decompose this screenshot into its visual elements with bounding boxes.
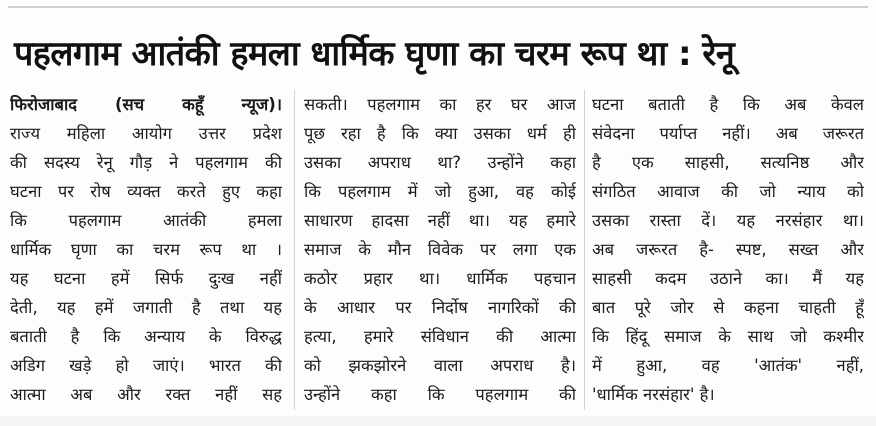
text-line: को झकझोरने वाला अपराध है। (304, 356, 576, 375)
text-line: अडिग खड़े हो जाएं। भारत की (10, 356, 282, 375)
text-line: घटना बताती है कि अब केवल (592, 95, 864, 114)
text-line: आत्मा अब और रक्त नहीं सह (10, 385, 282, 404)
text-line: के आधार पर निर्दोष नागरिकों की (304, 298, 576, 317)
text-line: में हुआ, वह 'आतंक' नहीं, (592, 356, 864, 375)
article-body (10, 90, 868, 410)
text-line: है एक साहसी, सत्यनिष्ठ और (592, 153, 864, 172)
text-line: यह घटना हमें सिर्फ दुःख नहीं (10, 269, 282, 288)
text-line: की सदस्य रेनू गौड़ ने पहलगाम की (10, 153, 282, 172)
text-line: राज्य महिला आयोग उत्तर प्रदेश (10, 124, 282, 143)
column-3 (592, 90, 864, 410)
text-line: संवेदना पर्याप्त नहीं। अब जरूरत (592, 124, 864, 143)
text-line: साहसी कदम उठाने का। मैं यह (592, 269, 864, 288)
text-line: बात पूरे जोर से कहना चाहती हूँ (592, 298, 864, 317)
headline: पहलगाम आतंकी हमला धार्मिक घृणा का चरम रूप था : रेनू (14, 34, 735, 74)
text-line: हत्या, हमारे संविधान की आत्मा (304, 327, 576, 346)
text-line: उन्होंने कहा कि पहलगाम की (304, 385, 576, 404)
dateline: फिरोजाबाद (सच कहूँ न्यूज)। (10, 95, 282, 114)
text-line: देती, यह हमें जगाती है तथा यह (10, 298, 282, 317)
text-line: सकती। पहलगाम का हर घर आज (304, 95, 576, 114)
text-line: 'धार्मिक नरसंहार' है। (592, 385, 715, 404)
text-line: पूछ रहा है कि क्या उसका धर्म ही (304, 124, 576, 143)
top-rule (8, 6, 868, 8)
column-2 (304, 90, 576, 410)
text-line: अब जरूरत है- स्पष्ट, सख्त और (592, 240, 864, 259)
column-divider (584, 90, 585, 410)
text-line: कि पहलगाम में जो हुआ, वह कोई (304, 182, 576, 201)
text-line: कि हिंदू समाज के साथ जो कश्मीर (592, 327, 864, 346)
column-1 (10, 90, 282, 410)
text-line: उसका अपराध था? उन्होंने कहा (304, 153, 576, 172)
text-line: कि पहलगाम आतंकी हमला (10, 211, 282, 230)
text-line: साधारण हादसा नहीं था। यह हमारे (304, 211, 576, 230)
text-line: संगठित आवाज की जो न्याय को (592, 182, 864, 201)
bottom-edge (0, 416, 876, 426)
text-line: धार्मिक घृणा का चरम रूप था । (10, 240, 282, 259)
text-line: उसका रास्ता दें। यह नरसंहार था। (592, 211, 864, 230)
text-line: समाज के मौन विवेक पर लगा एक (304, 240, 576, 259)
column-divider (294, 90, 295, 410)
text-line: घटना पर रोष व्यक्त करते हुए कहा (10, 182, 282, 201)
text-line: बताती है कि अन्याय के विरुद्ध (10, 327, 282, 346)
text-line: कठोर प्रहार था। धार्मिक पहचान (304, 269, 576, 288)
